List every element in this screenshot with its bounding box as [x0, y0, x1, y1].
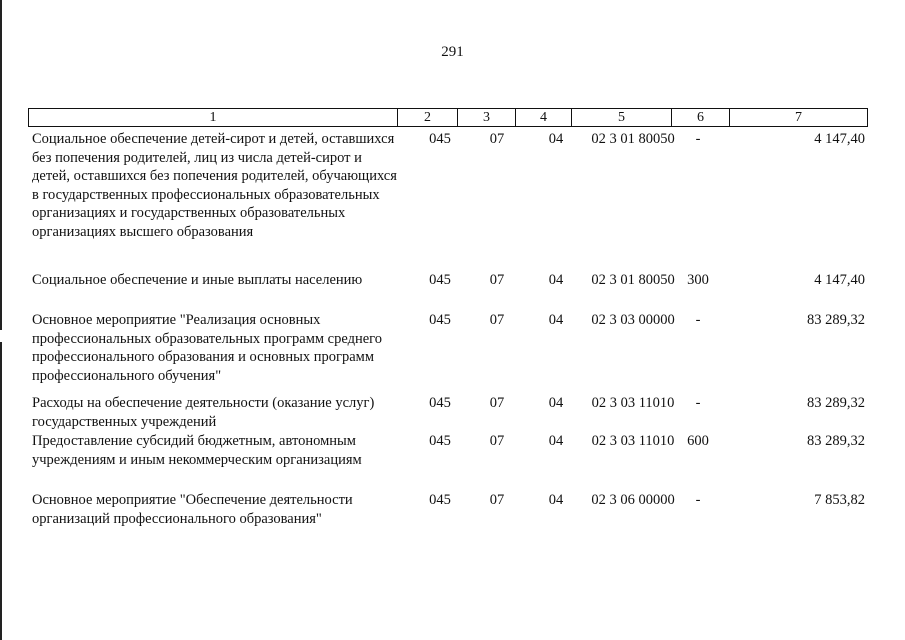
row-col-5: 02 3 06 00000 — [591, 492, 675, 508]
row-col-2: 045 — [429, 395, 451, 411]
table-header — [28, 108, 868, 127]
row-col-7: 4 147,40 — [814, 131, 865, 147]
row-name: Основное мероприятие "Реализация основных профессиональных образовательных программ среднего профессионального образования и основных программ профессионального обучения" — [32, 312, 383, 384]
page-edge-bottom — [0, 342, 2, 640]
row-col-4: 04 — [548, 272, 564, 288]
header-col-2: 2 — [397, 109, 457, 126]
table-row — [28, 394, 868, 432]
row-col-3: 07 — [489, 433, 505, 449]
header-col-5: 5 — [571, 109, 671, 126]
row-col-3: 07 — [489, 131, 505, 147]
row-col-7: 83 289,32 — [807, 312, 865, 328]
row-col-7: 7 853,82 — [814, 492, 865, 508]
page-number: 291 — [441, 44, 464, 60]
row-col-4: 04 — [548, 395, 564, 411]
row-col-6: - — [695, 395, 701, 411]
row-name: Социальное обеспечение и иные выплаты населению — [32, 272, 363, 288]
table-row — [28, 491, 868, 529]
header-col-1: 1 — [209, 110, 217, 125]
row-col-2: 045 — [429, 131, 451, 147]
row-col-3: 07 — [489, 395, 505, 411]
row-col-2: 045 — [429, 433, 451, 449]
row-col-7: 83 289,32 — [807, 433, 865, 449]
row-col-5: 02 3 03 11010 — [591, 433, 675, 449]
row-name: Расходы на обеспечение деятельности (оказание услуг) государственных учреждений — [32, 395, 375, 430]
row-name: Основное мероприятие "Обеспечение деятельности организаций профессионального образования" — [32, 492, 353, 527]
row-col-3: 07 — [489, 272, 505, 288]
row-name: Предоставление субсидий бюджетным, автономным учреждениям и иным некоммерческим организациям — [32, 433, 362, 468]
row-col-4: 04 — [548, 131, 564, 147]
row-col-2: 045 — [429, 272, 451, 288]
table-row — [28, 130, 868, 265]
header-col-3: 3 — [457, 109, 515, 126]
row-col-4: 04 — [548, 312, 564, 328]
row-col-6: - — [695, 312, 701, 328]
row-col-7: 4 147,40 — [814, 272, 865, 288]
header-col-7: 7 — [729, 109, 867, 126]
row-col-5: 02 3 03 11010 — [591, 395, 675, 411]
row-name: Социальное обеспечение детей-сирот и детей, оставшихся без попечения родителей, лиц из числа детей-сирот и детей, оставшихся без попечения родителей, обучающихся в государственных профессиональных образовательных организациях и государственных образовательных организациях высшего образования — [32, 131, 397, 240]
row-col-5: 02 3 01 80050 — [591, 131, 675, 147]
row-col-5: 02 3 01 80050 — [591, 272, 675, 288]
row-col-2: 045 — [429, 312, 451, 328]
table-row — [28, 311, 868, 387]
row-col-5: 02 3 03 00000 — [591, 312, 675, 328]
header-col-6: 6 — [671, 109, 729, 126]
header-col-4: 4 — [515, 109, 571, 126]
table-row — [28, 432, 868, 470]
row-col-4: 04 — [548, 492, 564, 508]
row-col-6: 600 — [687, 433, 709, 449]
row-col-2: 045 — [429, 492, 451, 508]
row-col-7: 83 289,32 — [807, 395, 865, 411]
table-row — [28, 271, 868, 291]
row-col-4: 04 — [548, 433, 564, 449]
row-col-3: 07 — [489, 312, 505, 328]
row-col-6: - — [695, 492, 701, 508]
row-col-6: - — [695, 131, 701, 147]
row-col-3: 07 — [489, 492, 505, 508]
row-col-6: 300 — [687, 272, 709, 288]
